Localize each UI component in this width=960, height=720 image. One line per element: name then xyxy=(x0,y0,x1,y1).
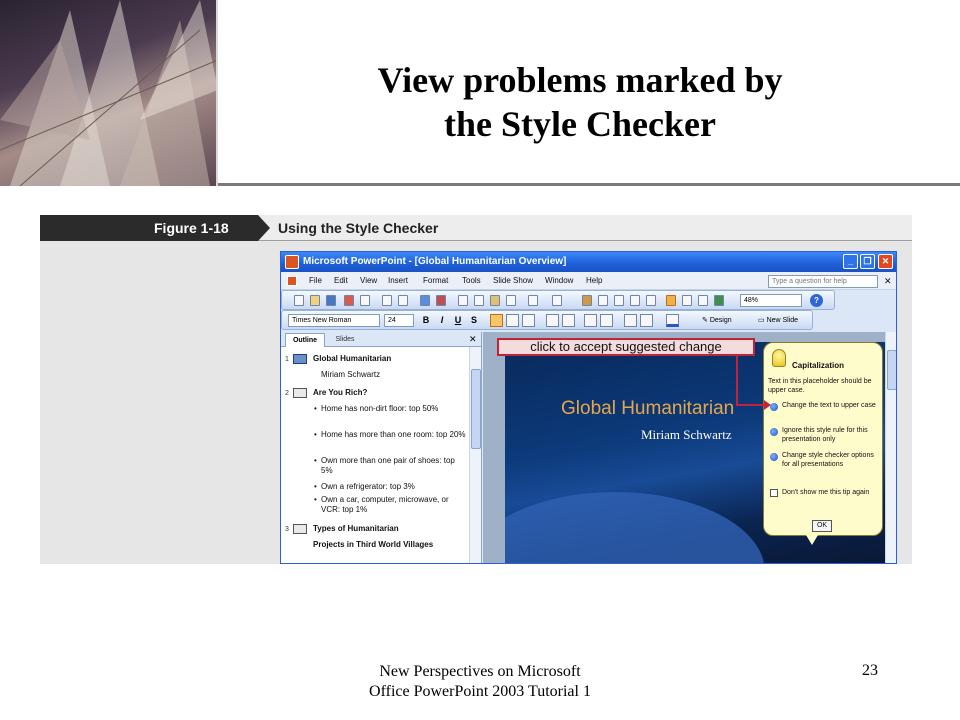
numbering-icon[interactable] xyxy=(546,314,559,327)
window-title: Microsoft PowerPoint - [Global Humanitarian Overview] xyxy=(303,256,567,267)
tab-slides[interactable]: Slides xyxy=(335,336,355,343)
option-bullet-icon[interactable] xyxy=(770,453,778,461)
footer-source xyxy=(300,662,660,702)
figure-caption: Using the Style Checker xyxy=(278,220,439,236)
outline-bullet[interactable]: • Own a refrigerator: top 3% xyxy=(321,482,467,492)
menu-format[interactable]: Format xyxy=(423,276,449,285)
insert-table-icon[interactable] xyxy=(598,295,608,306)
bullets-icon[interactable] xyxy=(562,314,575,327)
figure-1-18 xyxy=(40,215,912,564)
title-divider-horizontal xyxy=(218,183,960,186)
option-bullet-icon[interactable] xyxy=(770,403,778,411)
insert-picture-icon[interactable] xyxy=(646,295,656,306)
slide-title xyxy=(240,58,920,146)
slide-icon[interactable] xyxy=(293,524,307,534)
tables-borders-icon[interactable] xyxy=(614,295,624,306)
new-icon[interactable] xyxy=(294,295,304,306)
outline-slide-number: 2 xyxy=(285,390,289,397)
increase-font-icon[interactable] xyxy=(584,314,597,327)
option-bullet-icon[interactable] xyxy=(770,428,778,436)
menu-slide-show[interactable]: Slide Show xyxy=(493,276,534,285)
powerpoint-app-icon[interactable] xyxy=(285,255,299,269)
outline-slide-subtitle[interactable]: Miriam Schwartz xyxy=(321,370,381,379)
align-right-icon[interactable] xyxy=(522,314,535,327)
option-change-to-upper-case[interactable]: Change the text to upper case xyxy=(782,402,876,409)
outline-bullet[interactable]: • Own a car, computer, microwave, or VCR: top 1% xyxy=(321,495,467,515)
design-label: Design xyxy=(709,317,732,324)
close-button[interactable]: ✕ xyxy=(878,254,893,269)
footer-line-1: New Perspectives on Microsoft xyxy=(379,663,581,680)
outline-slide-title-continued[interactable]: Projects in Third World Villages xyxy=(313,540,434,549)
menu-window[interactable]: Window xyxy=(545,276,574,285)
help-icon[interactable]: ? xyxy=(810,294,823,307)
slide-scroll-thumb[interactable] xyxy=(887,350,897,390)
center-icon[interactable] xyxy=(506,314,519,327)
insert-diagram-icon[interactable] xyxy=(630,295,640,306)
style-checker-balloon xyxy=(763,342,883,536)
show-formatting-icon[interactable] xyxy=(682,295,692,306)
figure-banner xyxy=(40,215,912,241)
outline-scroll-thumb[interactable] xyxy=(471,369,481,449)
menu-bar xyxy=(281,272,897,290)
outline-bullet[interactable]: • Own more than one pair of shoes: top 5% xyxy=(321,456,467,476)
font-name-select[interactable]: Times New Roman xyxy=(288,314,380,327)
decrease-indent-icon[interactable] xyxy=(624,314,637,327)
cut-icon[interactable] xyxy=(458,295,468,306)
decrease-font-icon[interactable] xyxy=(600,314,613,327)
redo-icon[interactable] xyxy=(552,295,562,306)
balloon-message: Text in this placeholder should be upper case. xyxy=(768,378,872,394)
outline-scrollbar[interactable] xyxy=(469,347,482,564)
print-preview-icon[interactable] xyxy=(398,295,408,306)
menu-view[interactable]: View xyxy=(360,276,378,285)
menu-insert[interactable]: Insert xyxy=(388,276,409,285)
tab-outline[interactable]: Outline xyxy=(285,333,325,347)
research-icon[interactable] xyxy=(436,295,446,306)
slide-preview-subtitle[interactable]: Miriam Schwartz xyxy=(641,427,732,442)
footer-line-2: Office PowerPoint 2003 Tutorial 1 xyxy=(369,683,591,700)
slide-title-line-2: the Style Checker xyxy=(444,104,716,144)
shadow-button[interactable]: S xyxy=(470,315,477,325)
slide-icon[interactable] xyxy=(293,354,307,364)
option-change-style-checker[interactable]: Change style checker options for all presentations xyxy=(782,452,874,468)
open-icon[interactable] xyxy=(310,295,320,306)
align-left-icon[interactable] xyxy=(490,314,503,327)
callout-arrow-icon xyxy=(764,400,771,410)
design-button[interactable] xyxy=(702,313,752,328)
slide-icon[interactable] xyxy=(293,388,307,398)
expand-all-icon[interactable] xyxy=(666,295,676,306)
menu-tools[interactable]: Tools xyxy=(462,276,481,285)
increase-indent-icon[interactable] xyxy=(640,314,653,327)
outline-slide-title[interactable]: Global Humanitarian xyxy=(313,354,392,363)
dont-show-tip-checkbox[interactable] xyxy=(770,489,778,497)
design-icon: ✎ xyxy=(702,317,710,324)
help-question-input[interactable]: Type a question for help xyxy=(768,275,878,288)
paste-icon[interactable] xyxy=(490,295,500,306)
callout-leader-line xyxy=(736,404,766,406)
underline-button[interactable]: U xyxy=(454,315,462,325)
outline-pane xyxy=(281,332,482,564)
outline-bullet[interactable]: • Home has more than one room: top 20% xyxy=(321,430,467,440)
document-icon[interactable] xyxy=(287,276,297,286)
balloon-title: Capitalization xyxy=(792,361,845,370)
dont-show-tip-label[interactable]: Don't show me this tip again xyxy=(782,489,870,496)
slide-scrollbar[interactable] xyxy=(885,332,897,564)
window-title-bar[interactable] xyxy=(281,252,897,272)
slide-background-wave xyxy=(505,492,765,564)
accept-suggestion-callout: click to accept suggested change xyxy=(497,338,755,356)
corner-photo xyxy=(0,0,218,186)
option-ignore-rule[interactable]: Ignore this style rule for this presentation only xyxy=(782,427,868,443)
document-close-icon[interactable]: ✕ xyxy=(884,276,892,286)
new-slide-button[interactable] xyxy=(758,313,810,328)
minimize-button[interactable]: _ xyxy=(843,254,858,269)
outline-slide-number: 3 xyxy=(285,526,289,533)
formatting-toolbar xyxy=(281,310,813,330)
copy-icon[interactable] xyxy=(474,295,484,306)
page-number: 23 xyxy=(862,662,878,679)
outline-slide-title[interactable]: Are You Rich? xyxy=(313,388,368,397)
restore-button[interactable]: ❐ xyxy=(860,254,875,269)
figure-number: Figure 1-18 xyxy=(40,215,258,241)
title-divider-vertical xyxy=(216,0,218,186)
italic-button[interactable]: I xyxy=(440,315,444,325)
new-slide-label: New Slide xyxy=(766,317,799,324)
menu-file[interactable]: File xyxy=(309,276,322,285)
zoom-select[interactable]: 48% xyxy=(740,294,802,307)
outline-slide-title[interactable]: Types of Humanitarian xyxy=(313,524,399,533)
color-grayscale-icon[interactable] xyxy=(714,295,724,306)
font-color-icon[interactable] xyxy=(666,314,679,327)
insert-chart-icon[interactable] xyxy=(582,295,592,306)
font-size-select[interactable]: 24 xyxy=(384,314,414,327)
outline-bullet[interactable]: • Home has non-dirt floor: top 50% xyxy=(321,404,467,414)
permission-icon[interactable] xyxy=(344,295,354,306)
figure-banner-arrow xyxy=(258,215,270,241)
pane-close-icon[interactable]: ✕ xyxy=(469,334,477,344)
standard-toolbar xyxy=(281,290,835,310)
callout-leader-line xyxy=(736,356,738,406)
slide-title-line-1: View problems marked by xyxy=(377,60,783,100)
print-icon[interactable] xyxy=(382,295,392,306)
sails-image xyxy=(0,0,218,186)
bold-button[interactable]: B xyxy=(422,315,430,325)
format-painter-icon[interactable] xyxy=(506,295,516,306)
email-icon[interactable] xyxy=(360,295,370,306)
save-icon[interactable] xyxy=(326,295,336,306)
pane-tabs xyxy=(281,332,482,347)
new-slide-icon: ▭ xyxy=(758,317,767,324)
lightbulb-icon xyxy=(772,349,786,367)
menu-help[interactable]: Help xyxy=(586,276,603,285)
spelling-icon[interactable] xyxy=(420,295,430,306)
balloon-tail xyxy=(806,535,818,545)
menu-edit[interactable]: Edit xyxy=(334,276,348,285)
undo-icon[interactable] xyxy=(528,295,538,306)
grid-icon[interactable] xyxy=(698,295,708,306)
slide-preview-title[interactable]: Global Humanitarian xyxy=(561,398,735,419)
outline-slide-number: 1 xyxy=(285,356,289,363)
ok-button[interactable]: OK xyxy=(812,520,832,532)
